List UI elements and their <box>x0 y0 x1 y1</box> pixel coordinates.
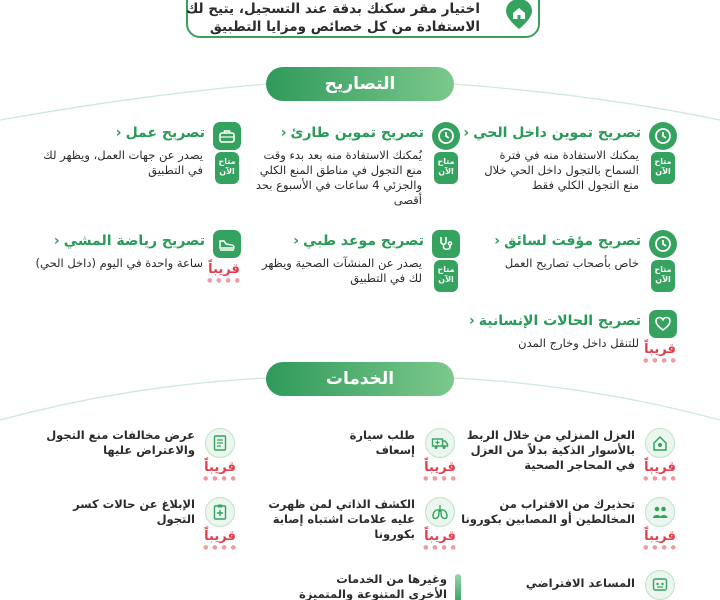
available-now-badge: متاح الآن <box>215 152 239 184</box>
service-ambulance[interactable] <box>235 428 455 498</box>
permit-desc: يصدر عن جهات العمل، ويظهر لك في التطبيق <box>43 148 203 177</box>
section-permits: التصاريح <box>266 67 454 101</box>
banner-line-1: اختيار مقر سكنك بدقة عند التسجيل، يتيح لك <box>185 1 480 17</box>
chevron-icon: ‹ <box>293 233 299 249</box>
assistant-icon <box>645 570 675 600</box>
permit-card-medical[interactable] <box>245 230 460 300</box>
service-home-isolation[interactable] <box>455 428 675 498</box>
service-text: المساعد الافتراضي <box>525 576 635 590</box>
section-services: الخدمات <box>266 362 454 396</box>
chevron-icon: ‹ <box>53 233 60 249</box>
service-text: طلب سيارة إسعاف <box>349 428 415 457</box>
ambulance-icon <box>425 428 455 458</box>
permit-title: تصريح رياضة المشي <box>63 233 205 249</box>
available-now-badge: متاح الآن <box>651 152 675 184</box>
permit-title: تصريح مؤقت لسائق <box>504 233 641 249</box>
coming-soon-badge: قريباً ● ● ● ● <box>207 262 241 284</box>
service-text: الكشف الذاتي لمن ظهرت عليه علامات اشتباه إصابة بكورونا <box>268 497 415 541</box>
chevron-icon: ‹ <box>469 313 475 329</box>
permit-desc: ساعة واحدة في اليوم (داخل الحي) <box>35 256 203 270</box>
service-text: تحذيرك من الاقتراب من المخالطين أو المصابين بكورونا <box>461 497 635 526</box>
permit-card-neighborhood[interactable] <box>462 122 677 212</box>
coming-soon-badge: قريباً ● ● ● ● <box>423 529 457 551</box>
permit-desc: خاص بأصحاب تصاريح العمل <box>504 256 639 270</box>
briefcase-icon <box>213 122 241 150</box>
permit-title: تصريح الحالات الإنسانية <box>478 313 641 329</box>
available-now-badge: متاح الآن <box>434 152 458 184</box>
chevron-icon: ‹ <box>463 125 470 141</box>
clock-icon <box>432 122 460 150</box>
permit-card-emergency[interactable] <box>245 122 460 222</box>
permit-title: تصريح تموين طارئ <box>290 125 424 141</box>
permit-title: تصريح عمل <box>125 125 205 141</box>
more-services-text: وغيرها من الخدمات الأخرى المتنوعة والمتميزة <box>298 572 447 600</box>
service-report-violation[interactable] <box>15 497 235 557</box>
stethoscope-icon <box>432 230 460 258</box>
permit-desc: يصدر عن المنشآت الصحية ويظهر لك في التطبيق <box>262 256 422 285</box>
coming-soon-badge: قريباً ● ● ● ● <box>203 460 237 482</box>
service-proximity-warning[interactable] <box>455 497 675 557</box>
permit-desc: يُمكنك الاستفادة منه بعد بدء وقت منع التجول في مناطق المنع الكلي والجزئي 4 ساعات في الأسبوع بحد أقصى <box>255 148 422 207</box>
permit-desc: للتنقل داخل وخارج المدن <box>518 336 639 350</box>
chevron-icon: ‹ <box>494 233 501 249</box>
permit-desc: يمكنك الاستفادة منه في فترة السماح بالتجول داخل الحي خلال منع التجول الكلي فقط <box>484 148 639 192</box>
coming-soon-badge: قريباً ● ● ● ● <box>643 342 677 364</box>
available-now-badge: متاح الآن <box>651 260 675 292</box>
accent-bar <box>455 574 461 600</box>
coming-soon-badge: قريباً ● ● ● ● <box>643 529 677 551</box>
permit-title: تصريح موعد طبي <box>302 233 424 249</box>
home-shield-icon <box>645 428 675 458</box>
service-violations[interactable] <box>15 428 235 498</box>
permit-card-driver[interactable] <box>462 230 677 300</box>
sneaker-icon <box>213 230 241 258</box>
chevron-icon: ‹ <box>115 125 122 141</box>
lungs-icon <box>425 497 455 527</box>
service-self-check[interactable] <box>235 497 455 557</box>
location-pin-icon <box>505 0 533 30</box>
permit-card-humanitarian[interactable] <box>462 310 677 370</box>
permit-title: تصريح تموين داخل الحي <box>473 125 641 141</box>
clock-icon <box>649 122 677 150</box>
heart-icon <box>649 310 677 338</box>
service-text: العزل المنزلي من خلال الربط بالأسوار الذكية بدلاً من العزل في المحاجر الصحية <box>466 428 635 472</box>
permit-card-walking[interactable] <box>26 230 241 300</box>
permit-card-work[interactable] <box>26 122 241 192</box>
report-icon <box>205 497 235 527</box>
document-icon <box>205 428 235 458</box>
coming-soon-badge: قريباً ● ● ● ● <box>423 460 457 482</box>
service-text: الإبلاغ عن حالات كسر التجول <box>73 497 195 526</box>
info-banner <box>186 0 540 38</box>
clock-icon <box>649 230 677 258</box>
service-text: عرض مخالفات منع التجول والاعتراض عليها <box>46 428 195 457</box>
coming-soon-badge: قريباً ● ● ● ● <box>203 529 237 551</box>
coming-soon-badge: قريباً ● ● ● ● <box>643 460 677 482</box>
chevron-icon: ‹ <box>280 125 287 141</box>
people-warning-icon <box>645 497 675 527</box>
banner-line-2: الاستفادة من كل خصائص ومزايا التطبيق <box>209 19 480 35</box>
available-now-badge: متاح الآن <box>434 260 458 292</box>
service-virtual-assistant[interactable] <box>455 570 675 600</box>
